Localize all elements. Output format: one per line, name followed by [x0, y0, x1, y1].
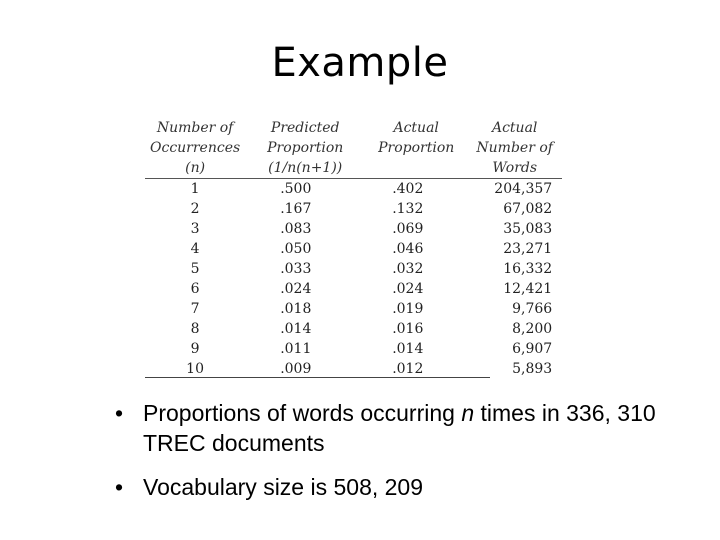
variable-n: n: [461, 400, 475, 426]
table-row: [145, 219, 562, 239]
table-cell: 5,893: [512, 361, 553, 377]
table-cell: 4: [190, 241, 200, 257]
table-cell: .024: [280, 281, 312, 297]
table-bottom-rule: [145, 377, 490, 378]
table-cell: .011: [280, 341, 312, 357]
table-cell: .014: [280, 321, 312, 337]
table-header-row: [145, 118, 562, 179]
table-cell: .032: [392, 261, 424, 277]
table-row: [145, 239, 562, 259]
bullet-marker: •: [115, 400, 124, 426]
table-cell: .083: [280, 221, 312, 237]
table-cell: 5: [190, 261, 200, 277]
header-actual-proportion: Actual Proportion: [365, 118, 467, 179]
table-cell: .014: [392, 341, 424, 357]
table-cell: 67,082: [503, 201, 553, 217]
table-cell: 2: [190, 201, 200, 217]
bullet-item-vocabulary: • Vocabulary size is 508, 209: [115, 474, 424, 500]
bullet-item-proportions: • Proportions of words occurring n times in 336, 310 TREC documents: [115, 400, 656, 456]
table-cell: .050: [280, 241, 312, 257]
table-cell: 16,332: [503, 261, 553, 277]
table-cell: 12,421: [503, 281, 553, 297]
table-cell: 23,271: [503, 241, 553, 257]
table-row: [145, 279, 562, 299]
table-row: [145, 199, 562, 219]
header-occurrences: Number of Occurrences (n): [145, 118, 245, 179]
table-cell: .018: [280, 301, 312, 317]
table-row: [145, 359, 562, 379]
table-cell: .009: [280, 361, 312, 377]
zipf-table: [145, 118, 562, 379]
table-row: [145, 179, 562, 200]
table-cell: 1: [190, 181, 200, 197]
table-cell: .069: [392, 221, 424, 237]
table-cell: .019: [392, 301, 424, 317]
bullet-list: [115, 398, 675, 502]
table-row: [145, 259, 562, 279]
slide-title: Example: [271, 40, 449, 86]
table-cell: 7: [190, 301, 200, 317]
table-cell: .046: [392, 241, 424, 257]
table-cell: 10: [186, 361, 204, 377]
table-row: [145, 299, 562, 319]
bullet-marker: •: [115, 474, 124, 500]
table-cell: 6,907: [512, 341, 553, 357]
table-cell: 9,766: [512, 301, 553, 317]
table-cell: 8: [190, 321, 200, 337]
table-cell: 204,357: [494, 181, 553, 197]
table-row: [145, 319, 562, 339]
table-cell: 35,083: [503, 221, 553, 237]
table-body: [145, 179, 562, 380]
table-cell: .132: [392, 201, 424, 217]
table-row: [145, 339, 562, 359]
header-predicted-proportion: Predicted Proportion (1/n(n+1)): [245, 118, 365, 179]
table-cell: .016: [392, 321, 424, 337]
data-table: [145, 118, 562, 379]
table-cell: .024: [392, 281, 424, 297]
table-cell: .167: [280, 201, 312, 217]
table-cell: 9: [190, 341, 200, 357]
table-cell: .402: [392, 181, 424, 197]
header-actual-number-of-words: Actual Number of Words: [467, 118, 562, 179]
table-cell: 3: [190, 221, 200, 237]
table-cell: 6: [190, 281, 200, 297]
table-cell: .012: [392, 361, 424, 377]
table-cell: .033: [280, 261, 312, 277]
table-cell: .500: [280, 181, 312, 197]
table-cell: 8,200: [512, 321, 553, 337]
